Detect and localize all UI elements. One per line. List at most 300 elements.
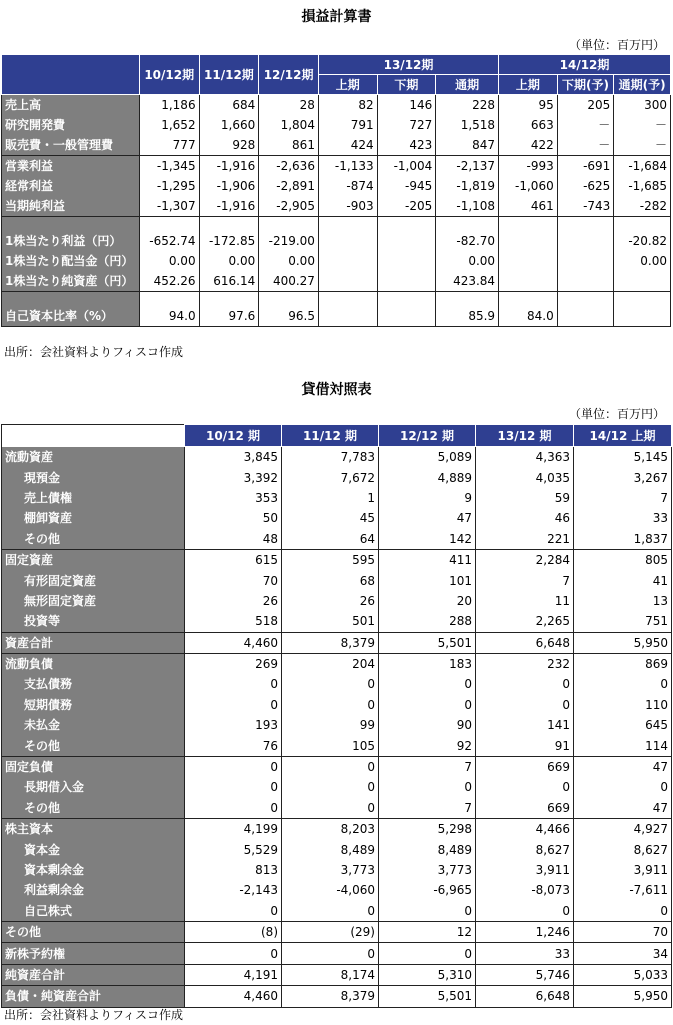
pl-row-label: 経常利益 bbox=[2, 176, 140, 196]
pl-cell: 928 bbox=[199, 135, 259, 156]
pl-cell: 28 bbox=[259, 95, 319, 116]
bs-cell: 6,648 bbox=[476, 632, 574, 653]
bs-cell: 3,911 bbox=[574, 860, 672, 880]
bs-row-label: 無形固定資産 bbox=[2, 591, 185, 611]
bs-cell: 47 bbox=[574, 756, 672, 777]
pl-cell: -1,004 bbox=[377, 156, 436, 177]
bs-cell: -4,060 bbox=[282, 880, 379, 900]
bs-cell: 4,466 bbox=[476, 819, 574, 840]
bs-cell: 3,773 bbox=[379, 860, 476, 880]
bs-cell: 0 bbox=[574, 674, 672, 694]
pl-cell bbox=[557, 271, 614, 292]
bs-cell: 5,298 bbox=[379, 819, 476, 840]
pl-cell bbox=[318, 231, 377, 251]
pl-spacer-cell bbox=[199, 292, 259, 307]
pl-cell: -219.00 bbox=[259, 231, 319, 251]
pl-cell bbox=[377, 231, 436, 251]
bs-cell: 501 bbox=[282, 611, 379, 632]
bs-cell: 59 bbox=[476, 488, 574, 508]
bs-row bbox=[2, 860, 672, 880]
pl-cell: 400.27 bbox=[259, 271, 319, 292]
bs-cell: 0 bbox=[185, 798, 282, 819]
bs-cell: 114 bbox=[574, 735, 672, 756]
bs-row-label: 投資等 bbox=[2, 611, 185, 632]
pl-row bbox=[2, 306, 671, 327]
bs-cell: (8) bbox=[185, 921, 282, 942]
bs-row-label: 新株予約権 bbox=[2, 943, 185, 964]
pl-cell: － bbox=[614, 135, 671, 156]
bs-cell: 20 bbox=[379, 591, 476, 611]
pl-spacer-cell bbox=[499, 217, 558, 232]
bs-cell: 33 bbox=[574, 508, 672, 528]
pl-row bbox=[2, 271, 671, 292]
bs-cell: 5,033 bbox=[574, 964, 672, 985]
pl-cell: 423 bbox=[377, 135, 436, 156]
bs-cell: 8,489 bbox=[379, 839, 476, 859]
bs-cell: 518 bbox=[185, 611, 282, 632]
bs-cell: 1 bbox=[282, 488, 379, 508]
pl-cell: 422 bbox=[499, 135, 558, 156]
pl-cell: 1,660 bbox=[199, 115, 259, 135]
bs-row bbox=[2, 986, 672, 1007]
bs-cell: 0 bbox=[574, 901, 672, 922]
bs-cell: 47 bbox=[379, 508, 476, 528]
bs-row bbox=[2, 611, 672, 632]
pl-cell: -2,905 bbox=[259, 196, 319, 217]
bs-cell: 142 bbox=[379, 529, 476, 550]
bs-row bbox=[2, 570, 672, 590]
bs-cell: -8,073 bbox=[476, 880, 574, 900]
pl-header-sub: 通期 bbox=[436, 75, 499, 95]
bs-cell: 47 bbox=[574, 798, 672, 819]
bs-cell: 5,950 bbox=[574, 632, 672, 653]
bs-row-label: 売上債権 bbox=[2, 488, 185, 508]
bs-cell: 0 bbox=[379, 695, 476, 715]
bs-row-label: 株主資本 bbox=[2, 819, 185, 840]
pl-header-group: 13/12期 bbox=[318, 55, 498, 75]
bs-cell: 7,672 bbox=[282, 467, 379, 487]
pl-spacer-cell bbox=[436, 217, 499, 232]
bs-row bbox=[2, 839, 672, 859]
bs-cell: 7,783 bbox=[282, 447, 379, 468]
bs-row-label: その他 bbox=[2, 529, 185, 550]
pl-row bbox=[2, 196, 671, 217]
bs-row-label: 資本剰余金 bbox=[2, 860, 185, 880]
pl-row bbox=[2, 251, 671, 271]
bs-cell: 183 bbox=[379, 653, 476, 674]
bs-row bbox=[2, 632, 672, 653]
pl-cell bbox=[557, 251, 614, 271]
pl-cell bbox=[614, 306, 671, 327]
bs-cell: 805 bbox=[574, 549, 672, 570]
bs-row-label: 短期債務 bbox=[2, 695, 185, 715]
pl-header-sub: 上期 bbox=[318, 75, 377, 95]
pl-spacer-cell bbox=[499, 292, 558, 307]
bs-cell: 5,529 bbox=[185, 839, 282, 859]
bs-cell: 0 bbox=[379, 777, 476, 797]
bs-cell: 0 bbox=[574, 777, 672, 797]
pl-cell: 424 bbox=[318, 135, 377, 156]
pl-row-label: 自己資本比率（%） bbox=[2, 306, 140, 327]
pl-cell bbox=[499, 231, 558, 251]
pl-header-sub: 上期 bbox=[499, 75, 558, 95]
bs-row-label: その他 bbox=[2, 921, 185, 942]
pl-cell bbox=[557, 306, 614, 327]
bs-cell: 5,310 bbox=[379, 964, 476, 985]
balance-sheet-table bbox=[1, 424, 672, 1008]
bs-row-label: 資産合計 bbox=[2, 632, 185, 653]
bs-header-blank bbox=[2, 425, 185, 447]
bs-cell: 5,501 bbox=[379, 632, 476, 653]
income-statement-table bbox=[1, 54, 671, 327]
pl-cell: 95 bbox=[499, 95, 558, 116]
pl-cell: 727 bbox=[377, 115, 436, 135]
bs-cell: 1,837 bbox=[574, 529, 672, 550]
pl-row bbox=[2, 231, 671, 251]
bs-header-period: 14/12 上期 bbox=[574, 425, 672, 447]
pl-cell: 861 bbox=[259, 135, 319, 156]
bs-cell: 0 bbox=[185, 777, 282, 797]
pl-header-sub: 下期 bbox=[377, 75, 436, 95]
bs-row bbox=[2, 901, 672, 922]
bs-row bbox=[2, 880, 672, 900]
pl-cell: -1,108 bbox=[436, 196, 499, 217]
bs-cell: 4,191 bbox=[185, 964, 282, 985]
bs-cell: 99 bbox=[282, 715, 379, 735]
bs-cell: 0 bbox=[282, 777, 379, 797]
pl-cell: 1,518 bbox=[436, 115, 499, 135]
bs-cell: 4,927 bbox=[574, 819, 672, 840]
bs-row-label: 現預金 bbox=[2, 467, 185, 487]
bs-row-label: 固定負債 bbox=[2, 756, 185, 777]
bs-cell: 0 bbox=[476, 695, 574, 715]
pl-cell: 791 bbox=[318, 115, 377, 135]
bs-row bbox=[2, 819, 672, 840]
bs-row bbox=[2, 549, 672, 570]
pl-header-sub: 下期(予) bbox=[557, 75, 614, 95]
bs-cell: 141 bbox=[476, 715, 574, 735]
pl-cell bbox=[557, 231, 614, 251]
bs-cell: 0 bbox=[282, 674, 379, 694]
bs-cell: 70 bbox=[185, 570, 282, 590]
pl-row-label: 1株当たり純資産（円） bbox=[2, 271, 140, 292]
pl-cell: － bbox=[557, 135, 614, 156]
bs-cell: 33 bbox=[476, 943, 574, 964]
bs-cell: 221 bbox=[476, 529, 574, 550]
bs-cell: 7 bbox=[476, 570, 574, 590]
bs-cell: 4,460 bbox=[185, 986, 282, 1007]
bs-cell: 101 bbox=[379, 570, 476, 590]
pl-header-blank bbox=[2, 55, 140, 95]
bs-cell: 204 bbox=[282, 653, 379, 674]
pl-cell bbox=[614, 271, 671, 292]
bs-header-period: 10/12 期 bbox=[185, 425, 282, 447]
bs-row bbox=[2, 447, 672, 468]
pl-cell: -20.82 bbox=[614, 231, 671, 251]
bs-cell: 4,460 bbox=[185, 632, 282, 653]
bs-cell: 0 bbox=[282, 901, 379, 922]
bs-cell: 45 bbox=[282, 508, 379, 528]
pl-row-label: 1株当たり利益（円） bbox=[2, 231, 140, 251]
bs-cell: 8,489 bbox=[282, 839, 379, 859]
bs-cell: 3,773 bbox=[282, 860, 379, 880]
bs-title: 貸借対照表 bbox=[301, 382, 372, 398]
pl-cell: -874 bbox=[318, 176, 377, 196]
bs-cell: 7 bbox=[379, 798, 476, 819]
bs-cell: 751 bbox=[574, 611, 672, 632]
bs-row bbox=[2, 529, 672, 550]
pl-cell: -1,060 bbox=[499, 176, 558, 196]
pl-cell: -82.70 bbox=[436, 231, 499, 251]
pl-cell: 1,186 bbox=[139, 95, 199, 116]
pl-cell: 1,652 bbox=[139, 115, 199, 135]
bs-cell: 8,174 bbox=[282, 964, 379, 985]
pl-cell bbox=[318, 251, 377, 271]
bs-cell: -7,611 bbox=[574, 880, 672, 900]
bs-row-label: 負債・純資産合計 bbox=[2, 986, 185, 1007]
bs-cell: 0 bbox=[476, 901, 574, 922]
bs-row bbox=[2, 695, 672, 715]
bs-cell: 26 bbox=[185, 591, 282, 611]
bs-cell: 8,379 bbox=[282, 986, 379, 1007]
pl-cell bbox=[318, 271, 377, 292]
bs-cell: 0 bbox=[185, 943, 282, 964]
bs-row-label: 流動負債 bbox=[2, 653, 185, 674]
bs-cell: 6,648 bbox=[476, 986, 574, 1007]
bs-cell: 0 bbox=[476, 674, 574, 694]
bs-cell: 64 bbox=[282, 529, 379, 550]
bs-row bbox=[2, 715, 672, 735]
bs-cell: 0 bbox=[379, 674, 476, 694]
pl-cell: 82 bbox=[318, 95, 377, 116]
pl-header-period: 12/12期 bbox=[259, 55, 319, 95]
pl-cell: -1,906 bbox=[199, 176, 259, 196]
bs-cell: 5,501 bbox=[379, 986, 476, 1007]
pl-cell: -205 bbox=[377, 196, 436, 217]
bs-header-period: 13/12 期 bbox=[476, 425, 574, 447]
bs-cell: -6,965 bbox=[379, 880, 476, 900]
pl-cell: -945 bbox=[377, 176, 436, 196]
bs-cell: 869 bbox=[574, 653, 672, 674]
pl-cell: － bbox=[557, 115, 614, 135]
bs-row-label: 自己株式 bbox=[2, 901, 185, 922]
pl-unit: （単位：百万円） bbox=[568, 38, 665, 52]
pl-row bbox=[2, 135, 671, 156]
bs-cell: 7 bbox=[574, 488, 672, 508]
pl-cell: -743 bbox=[557, 196, 614, 217]
pl-cell bbox=[499, 251, 558, 271]
bs-cell: 46 bbox=[476, 508, 574, 528]
bs-cell: 12 bbox=[379, 921, 476, 942]
pl-spacer-cell bbox=[318, 217, 377, 232]
bs-row-label: その他 bbox=[2, 735, 185, 756]
bs-row bbox=[2, 777, 672, 797]
pl-cell: -2,891 bbox=[259, 176, 319, 196]
pl-cell bbox=[499, 271, 558, 292]
pl-row-label: 1株当たり配当金（円） bbox=[2, 251, 140, 271]
bs-cell: 3,392 bbox=[185, 467, 282, 487]
bs-unit: （単位：百万円） bbox=[568, 407, 665, 421]
bs-cell: 4,889 bbox=[379, 467, 476, 487]
bs-row-label: 未払金 bbox=[2, 715, 185, 735]
pl-row-label: 営業利益 bbox=[2, 156, 140, 177]
bs-cell: 615 bbox=[185, 549, 282, 570]
bs-cell: 76 bbox=[185, 735, 282, 756]
bs-cell: 232 bbox=[476, 653, 574, 674]
pl-cell: 0.00 bbox=[139, 251, 199, 271]
bs-row-label: 利益剰余金 bbox=[2, 880, 185, 900]
bs-cell: 0 bbox=[379, 901, 476, 922]
bs-row-label: 長期借入金 bbox=[2, 777, 185, 797]
bs-cell: 353 bbox=[185, 488, 282, 508]
pl-cell: 0.00 bbox=[436, 251, 499, 271]
bs-cell: 4,363 bbox=[476, 447, 574, 468]
pl-cell: -172.85 bbox=[199, 231, 259, 251]
pl-cell: -1,684 bbox=[614, 156, 671, 177]
pl-row-label: 売上高 bbox=[2, 95, 140, 116]
pl-cell: -2,137 bbox=[436, 156, 499, 177]
bs-cell: 90 bbox=[379, 715, 476, 735]
bs-row bbox=[2, 467, 672, 487]
pl-cell: 1,804 bbox=[259, 115, 319, 135]
bs-cell: 3,845 bbox=[185, 447, 282, 468]
pl-cell: -691 bbox=[557, 156, 614, 177]
pl-spacer-cell bbox=[557, 292, 614, 307]
bs-cell: 0 bbox=[476, 777, 574, 797]
bs-cell: 0 bbox=[185, 674, 282, 694]
bs-cell: 4,199 bbox=[185, 819, 282, 840]
pl-spacer-cell bbox=[377, 292, 436, 307]
bs-row bbox=[2, 943, 672, 964]
bs-row-label: 純資産合計 bbox=[2, 964, 185, 985]
bs-row bbox=[2, 798, 672, 819]
pl-cell: 96.5 bbox=[259, 306, 319, 327]
pl-spacer-cell bbox=[557, 217, 614, 232]
pl-cell: 0.00 bbox=[614, 251, 671, 271]
pl-spacer-cell bbox=[259, 217, 319, 232]
pl-spacer-label bbox=[2, 292, 140, 307]
pl-cell: -1,307 bbox=[139, 196, 199, 217]
bs-cell: 50 bbox=[185, 508, 282, 528]
pl-cell: 847 bbox=[436, 135, 499, 156]
bs-cell: 92 bbox=[379, 735, 476, 756]
pl-cell: 452.26 bbox=[139, 271, 199, 292]
bs-row bbox=[2, 756, 672, 777]
bs-cell: 411 bbox=[379, 549, 476, 570]
bs-row-label: 支払債務 bbox=[2, 674, 185, 694]
pl-cell: 94.0 bbox=[139, 306, 199, 327]
pl-spacer-cell bbox=[614, 217, 671, 232]
bs-cell: 41 bbox=[574, 570, 672, 590]
bs-cell: -2,143 bbox=[185, 880, 282, 900]
pl-spacer-cell bbox=[377, 217, 436, 232]
pl-cell bbox=[377, 306, 436, 327]
bs-cell: 0 bbox=[185, 756, 282, 777]
bs-cell: 5,145 bbox=[574, 447, 672, 468]
pl-spacer-cell bbox=[436, 292, 499, 307]
bs-row-label: その他 bbox=[2, 798, 185, 819]
bs-row-label: 固定資産 bbox=[2, 549, 185, 570]
bs-cell: 2,284 bbox=[476, 549, 574, 570]
bs-cell: 0 bbox=[379, 943, 476, 964]
bs-row bbox=[2, 508, 672, 528]
pl-cell: 205 bbox=[557, 95, 614, 116]
bs-row bbox=[2, 653, 672, 674]
bs-cell: 3,267 bbox=[574, 467, 672, 487]
bs-cell: 5,950 bbox=[574, 986, 672, 1007]
pl-spacer-cell bbox=[199, 217, 259, 232]
bs-cell: 9 bbox=[379, 488, 476, 508]
bs-cell: 91 bbox=[476, 735, 574, 756]
bs-cell: 813 bbox=[185, 860, 282, 880]
pl-row-label: 研究開発費 bbox=[2, 115, 140, 135]
bs-cell: 110 bbox=[574, 695, 672, 715]
pl-cell: 616.14 bbox=[199, 271, 259, 292]
pl-cell: -993 bbox=[499, 156, 558, 177]
bs-cell: 3,911 bbox=[476, 860, 574, 880]
bs-cell: 4,035 bbox=[476, 467, 574, 487]
bs-cell: (29) bbox=[282, 921, 379, 942]
bs-cell: 0 bbox=[282, 756, 379, 777]
pl-spacer-cell bbox=[139, 217, 199, 232]
pl-header-sub: 通期(予) bbox=[614, 75, 671, 95]
pl-cell: 300 bbox=[614, 95, 671, 116]
bs-cell: 0 bbox=[185, 901, 282, 922]
pl-spacer-cell bbox=[139, 292, 199, 307]
pl-cell: -1,916 bbox=[199, 156, 259, 177]
pl-cell: -1,295 bbox=[139, 176, 199, 196]
bs-cell: 5,746 bbox=[476, 964, 574, 985]
bs-cell: 669 bbox=[476, 798, 574, 819]
bs-header-period: 12/12 期 bbox=[379, 425, 476, 447]
bs-cell: 2,265 bbox=[476, 611, 574, 632]
bs-cell: 7 bbox=[379, 756, 476, 777]
bs-cell: 68 bbox=[282, 570, 379, 590]
bs-cell: 669 bbox=[476, 756, 574, 777]
pl-cell: -1,685 bbox=[614, 176, 671, 196]
pl-row bbox=[2, 115, 671, 135]
bs-cell: 595 bbox=[282, 549, 379, 570]
pl-cell: -1,345 bbox=[139, 156, 199, 177]
bs-cell: 8,379 bbox=[282, 632, 379, 653]
pl-cell: 0.00 bbox=[259, 251, 319, 271]
pl-spacer-label bbox=[2, 217, 140, 232]
bs-cell: 13 bbox=[574, 591, 672, 611]
bs-row bbox=[2, 591, 672, 611]
pl-cell bbox=[318, 306, 377, 327]
pl-cell: -2,636 bbox=[259, 156, 319, 177]
bs-header-period: 11/12 期 bbox=[282, 425, 379, 447]
bs-cell: 48 bbox=[185, 529, 282, 550]
bs-cell: 193 bbox=[185, 715, 282, 735]
bs-row-label: 資本金 bbox=[2, 839, 185, 859]
bs-cell: 26 bbox=[282, 591, 379, 611]
bs-row bbox=[2, 921, 672, 942]
bs-cell: 288 bbox=[379, 611, 476, 632]
bs-cell: 0 bbox=[282, 943, 379, 964]
pl-cell: -1,916 bbox=[199, 196, 259, 217]
bs-row bbox=[2, 964, 672, 985]
pl-cell: 0.00 bbox=[199, 251, 259, 271]
pl-row bbox=[2, 95, 671, 116]
pl-cell: 84.0 bbox=[499, 306, 558, 327]
pl-header-period: 11/12期 bbox=[199, 55, 259, 95]
pl-header-group: 14/12期 bbox=[499, 55, 671, 75]
bs-row bbox=[2, 488, 672, 508]
pl-row bbox=[2, 156, 671, 177]
bs-cell: 5,089 bbox=[379, 447, 476, 468]
pl-cell: -1,133 bbox=[318, 156, 377, 177]
